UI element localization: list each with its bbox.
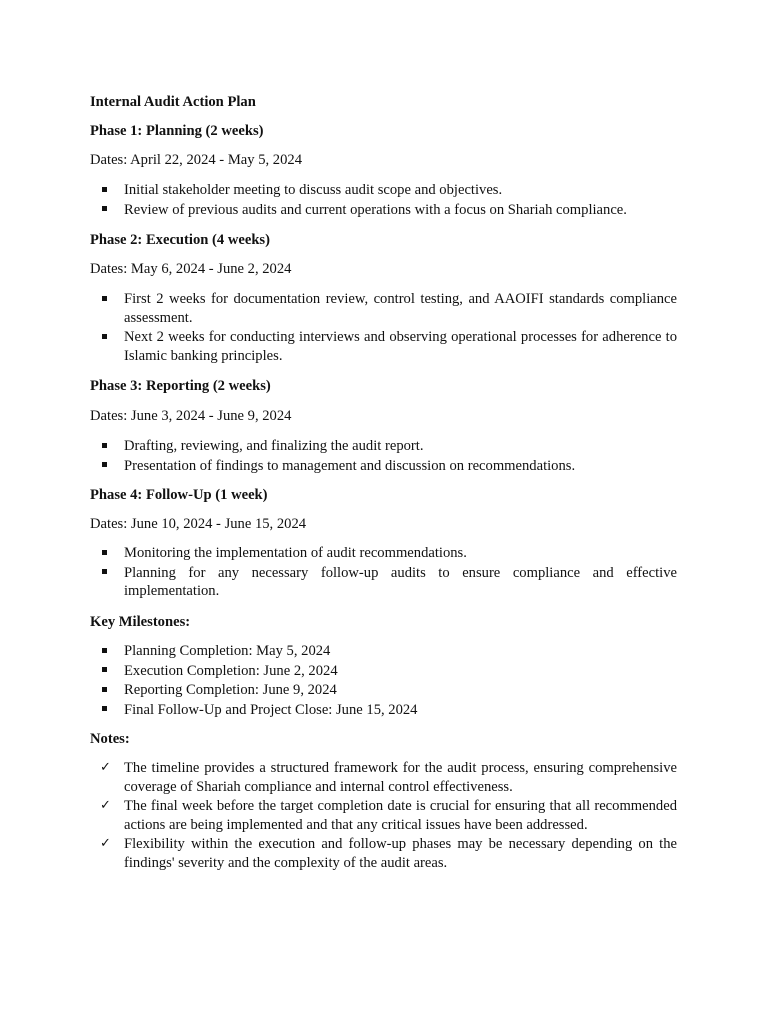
list-item: Execution Completion: June 2, 2024 (90, 662, 677, 681)
square-bullet-icon (102, 544, 116, 563)
square-bullet-icon (102, 181, 116, 200)
checkmark-icon: ✓ (100, 760, 111, 775)
list-item: Monitoring the implementation of audit recommendations. (90, 544, 677, 563)
square-bullet-icon (102, 328, 116, 347)
phase-1-list (90, 181, 677, 220)
document-title: Internal Audit Action Plan (90, 94, 256, 110)
square-bullet-icon (102, 681, 116, 700)
phase-2-dates: Dates: May 6, 2024 - June 2, 2024 (90, 261, 292, 277)
phase-3-list (90, 437, 677, 476)
list-item: ✓ Flexibility within the execution and follow-up phases may be necessary depending on the findings' severity and the complexity of the audit areas. (100, 836, 677, 871)
phase-2-heading: Phase 2: Execution (4 weeks) (90, 232, 270, 248)
milestones-heading: Key Milestones: (90, 614, 191, 630)
list-item: Initial stakeholder meeting to discuss audit scope and objectives. (90, 181, 677, 200)
checkmark-icon: ✓ (100, 836, 111, 851)
list-item: Next 2 weeks for conducting interviews and observing operational processes for adherence to Islamic banking principles. (90, 328, 677, 365)
list-item: Review of previous audits and current operations with a focus on Shariah compliance. (90, 201, 677, 220)
list-item: First 2 weeks for documentation review, control testing, and AAOIFI standards compliance assessment. (90, 290, 677, 327)
checkmark-icon: ✓ (100, 798, 111, 813)
phase-1-heading: Phase 1: Planning (2 weeks) (90, 123, 264, 139)
phase-1-dates: Dates: April 22, 2024 - May 5, 2024 (90, 152, 302, 168)
square-bullet-icon (102, 662, 116, 681)
notes-list (90, 759, 677, 873)
square-bullet-icon (102, 457, 116, 476)
square-bullet-icon (102, 564, 116, 583)
list-item: Reporting Completion: June 9, 2024 (90, 681, 677, 700)
phase-4-dates: Dates: June 10, 2024 - June 15, 2024 (90, 516, 307, 532)
notes-heading: Notes: (90, 731, 130, 747)
square-bullet-icon (102, 290, 116, 309)
square-bullet-icon (102, 437, 116, 456)
list-item: Drafting, reviewing, and finalizing the audit report. (90, 437, 677, 456)
list-item: Final Follow-Up and Project Close: June 15, 2024 (90, 701, 677, 720)
phase-3-heading: Phase 3: Reporting (2 weeks) (90, 378, 271, 394)
list-item: Planning for any necessary follow-up audits to ensure compliance and effective implementation. (90, 564, 677, 601)
list-item: Planning Completion: May 5, 2024 (90, 642, 677, 661)
list-item: Presentation of findings to management and discussion on recommendations. (90, 457, 677, 476)
phase-4-list (90, 544, 677, 602)
square-bullet-icon (102, 201, 116, 220)
phase-3-dates: Dates: June 3, 2024 - June 9, 2024 (90, 408, 292, 424)
square-bullet-icon (102, 642, 116, 661)
phase-2-list (90, 290, 677, 366)
phase-4-heading: Phase 4: Follow-Up (1 week) (90, 487, 268, 503)
list-item: ✓ The final week before the target completion date is crucial for ensuring that all recommended actions are being implemented and that any critical issues have been addressed. (100, 798, 677, 833)
square-bullet-icon (102, 701, 116, 720)
milestones-list (90, 642, 677, 720)
list-item: ✓ The timeline provides a structured framework for the audit process, ensuring comprehensive coverage of Shariah compliance and internal control effectiveness. (100, 760, 677, 795)
